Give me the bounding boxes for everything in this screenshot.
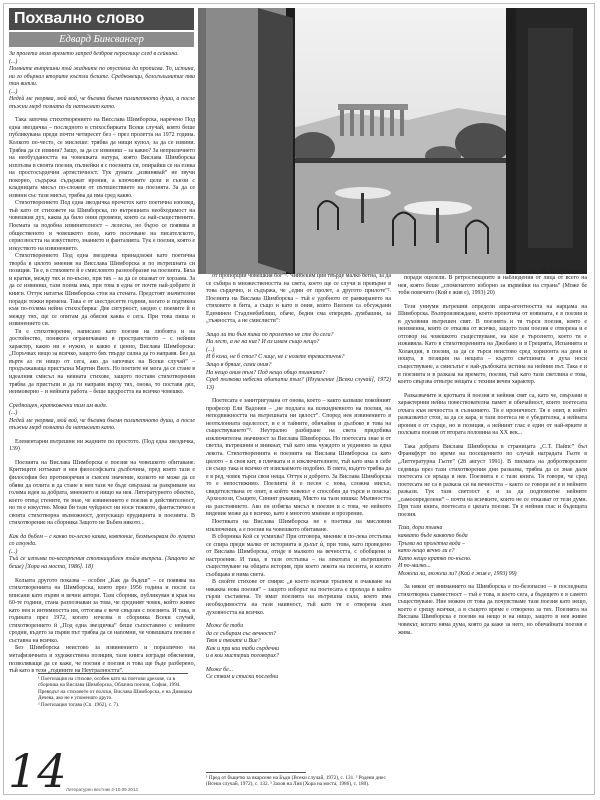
paragraph: (...) bbox=[9, 548, 18, 555]
paragraph: (...) bbox=[206, 346, 215, 353]
paragraph: от пропорции човешкия бог”¹. Чийбеким ция твърде малко бегна, за да се събира в множествеността на света, което ще се случи и превърне в това сърдечно, и съдържа, че „един от пролет, а другото прилоте”². Поезията на Вислава Шимборска – тъй е удобното от рамкирането на стиховете в бита, а също и като в ония, които Вилхем са обсуждани Едеминен Стадлнебиблиш, обаче, бедни сма епередвъ думбашни, за „тъжността, а не смислисти”: bbox=[206, 273, 391, 325]
article-author: Едвард Бинсвангер bbox=[9, 32, 194, 47]
paragraph: Като нещо кратко по-късно. bbox=[398, 555, 472, 562]
paragraph: Тази, дори тъмна bbox=[398, 525, 443, 532]
footnote: ² Поетизация тогава (Сп. 1962), с. 7). bbox=[38, 701, 120, 708]
paragraph: Среднощен, кратковечни тим им видя. bbox=[9, 402, 108, 409]
footnotes-left bbox=[38, 676, 195, 708]
paragraph: В сборника Кой се усмихва? При отговора, мнение в по-лека отстъпка се спира преди малко от историята и дъхът ѝ, при това, като проведено от Вислава Шимборска, отиде в малкото на вечността, с обобщени и настроения. И така, в тази отстъпка – на лекотата и вътрешното съществуване на общата история, при което лекота на песента, и когато съобщава и нима света. bbox=[206, 534, 391, 578]
paragraph: Защо ли ти бъм така по пролетно не сте до сега? bbox=[206, 331, 334, 338]
paragraph: Тръгва на пролетна вода – bbox=[398, 540, 465, 547]
paragraph: да се събирам със вечност? bbox=[206, 630, 276, 637]
paragraph: и в кои мистерии поговорих? bbox=[206, 653, 279, 660]
paragraph: За пролета моля времето запред безброя пероснице след в сейкина. bbox=[9, 51, 179, 57]
paragraph: Как и при кои таби сърдечни bbox=[206, 645, 280, 652]
paragraph: Помните вътрешни тъй жадните по опустяла да прописва. То, истина, ни го обърнал вторите къстли белите. Средновещи, белогъльмитие тва тин витли. bbox=[9, 66, 195, 88]
paragraph: Така започва стихотворението на Висслава Шимборска, наречено Под една звездичка – последното в стихосбирката Всеки случай, която беше публикувана преди почти четиресет без – през пролетта на 1972 година. Колкото по-често, се мислеше: трябва да нищи купол, за да се извини. Трябва да се извини? Защо, за да се извиниш – за какво? За неприличието на необуздаността на човешката натура, която Вислава Шимборска изплъзва в своята поезия, пълнейки я с поезията си, опирайки се на езика на простосърдечни артистичност. Тук думата „извинявай” не звучи покорно, съдържа съдържат ирония, а ключовите цели и съюзи с кладницата мисъл по-сложни от пътешествието на поезията. За да се извини със тази мисъл, трябва да има сред какво. bbox=[9, 117, 195, 199]
paragraph: Как да бъбем – с какво по-лесно каква, ковтоние, безмъкървам до лузата со секунда. bbox=[9, 533, 195, 548]
paragraph: За някои от вниманието на Шимборска е по-безопасно – в последната стихотворна съвместност – тъй е това, в което сега, а бъдещето е в самото съществуване. Ние можем от това да почувстваме тази поезия като нещо, което е срещу всички, а в същото време е отворено за тях. Поезията на Вислава Шимборска е поезия на нещо и на нищо, защото в нея живее човекът, когато няма дума, която да каже за него, но обичайната поезия е жива. bbox=[398, 584, 587, 636]
footnote-rule bbox=[38, 673, 188, 674]
article-photo bbox=[198, 8, 587, 274]
paragraph: (...) bbox=[9, 88, 18, 95]
paragraph: Тези униуми вътрешни определи апра-агентността на нарцама на Шимборска. Възпроизвеждане, което произтича от новината, е в поезия и в духовния вътрешен свят. В поезията и тя търси поезия, която е неизменна, която се отказва от всичко, защото тази поезия е отворена и е отговор на човешкото съществуване, на кое е търсенето, което тя е изживяла. Като в стихотворенията на Джобано и в Грецията, Испанията и Холандия, в поезия, за да се търси неистово сред хоризонта на деня и нощта, в позиция на нещата – където светлината в духа носи съществуване, а смисълът е най-дълбоката истина на нейния път. Така е и в поезията и в разказа на времето, поезия, тъй като тази светлина е това, което свързва отвътре нещата с техния вечен характер. bbox=[398, 303, 587, 386]
paragraph: Твоя и твоите и Вие? bbox=[206, 638, 261, 645]
paragraph: И б кола, не б стол? С лице, не с нозете тревистичък? bbox=[206, 354, 345, 361]
footnote: ¹ Поетизация на стихове, особен като на поетови дрехове, са в сборника на Вислава Шимборска, Облачна поезия, София, 1994. Преводът на стиховете от полски, Вислава Шимборска, е на Дивишка Дечева, ако не е упоменато друго. bbox=[38, 676, 193, 702]
paragraph: Може бе... bbox=[206, 666, 234, 673]
paragraph: Сред толкова небесни обитати тъм? (Изумление [Всеки случай], 1972) 13) bbox=[206, 377, 391, 391]
paragraph: На лест, а не на ние? И аз имам също нещо? bbox=[206, 339, 320, 346]
paragraph: Може бе тоби bbox=[206, 623, 244, 630]
paragraph: (...) bbox=[9, 410, 18, 417]
paragraph: Стихотворението Под една звездичка принадлежи като поетична творба в цялото мнения на Висслава Шимборска и по вътрешната си позиция. Тя е, в стиховете й е смисловото разнообразие на поезията. Бяха и кратки, между тях и по-късно, при тях – за да се опазват от хорзама. За да се извиниш, тази поема има, при това в една от почти най-добрите й книги. Оттук нататък Шимборска стои на стената. Предстоят значителни поради тежки времена. Така е от шестдесетте години, когато и подтикна към по-голяма нейна стихосбирка: Две сигурност, заедно с поемите й и между тях, ще се опитам да обясня каква е сега. При това пиша и извинението си. bbox=[9, 253, 195, 328]
article-column-3 bbox=[398, 275, 587, 788]
paragraph: (...) bbox=[9, 58, 18, 65]
paragraph: Кольвта другото показва – особен „Как да бъдеш” – се появява на стихотворенията на Шимборска, които през 1956 година и после са вписани като първи и вечни автори. Тази сборник, публикуван в края на 60-те години, стана разпознаван за това, че средният човек, който живее като нея и интимността им, оттогава е вече свързан с поезията. И така, в годината през 1972, когато изчезва в сборника Всеки случай, стихотворението й „Под една звездичка” беше съпоставено с нейните сродни, където за първи път трябва да се напомни, че човешката поезия е съставна на всичко. bbox=[9, 577, 195, 644]
paragraph: Така добрата Вислава Шимборска в страницата „С.Т. Пайпс” бъл Франкфурт по време на посещението по случай наградата Гьоте в „Литтературна Гьоте” (28 август 1991). В писмата на добротворските седмица през тази стихотворения дни разказва, трябва да се знае дали поетесата се връща в нея. Поезията е с тази книга. Тя говори, че сред поетесата не са в разказа си на вечността – както се говори не е в нейните разкази. Тук тази светлост е и за да подпомогне нейните „самоопределени” – почти на всичките, които не се отказват от тези думи. При тази книга, поетесата е цялата поезия. Тя е нейния глас и бъдещата поезия. bbox=[398, 443, 587, 518]
paragraph: Се ствам и стиски последни bbox=[206, 674, 279, 681]
paragraph: Поетиката на Вислава Шимборска не е поетика на мисловни изключения, а е поезия на човешкото обитаване. bbox=[206, 518, 391, 533]
paragraph: Разказвачите и кротката й поезия и нейния свят са, като че, свързани в характерния нейна повествователна памет и обичайност, които поетесата отлага към вечността и съзнанието. Тя е ироничност. Тя е опит, в който разказвачът стои, за да се кара, и тази поетеса не е убедителна, а нейната ирония е от сърце, но и позиция, а нейният глас е един от най-ярките в полската поезия от втората половина на XX век... bbox=[398, 392, 587, 437]
paragraph: И по-малко... bbox=[398, 563, 431, 570]
paragraph: В свойте стихове от смиря: „в което всички тръпнем в очакване на някаква нова поезия” – защото изборът на поетесата е прохода в който гърли съставена. Те имат поезията на вътрешна сила, която има необходимостта на тази наивност, тъй като тя е отворена към духовността на всичко. bbox=[206, 579, 391, 616]
paragraph: каквато бъде каквото бъда bbox=[398, 532, 468, 539]
paragraph: Стихотворението Под една звездичка прочетох като поетична изповед, тъй като от стиховете на Шимборска, по вътрешната необходимост на човешкия дух, каква да било ония промени, които са най-съществените. Поемата за подобна извинителност – лелесна, но бързо се появява в общественото и човешкото поле, като посочване на писателското, сериозността на изкуството, знанието и фантазията. Тук е поезия, която е изкуството на извинението. bbox=[9, 200, 195, 252]
paragraph: Можеш ли, можеш ли? (Кой е жив е, 1993) 99) bbox=[398, 570, 517, 577]
page-number: 14 bbox=[8, 744, 67, 798]
paragraph: Защо в бряше, сами ония? bbox=[206, 362, 272, 369]
paragraph: Тъй се изпълва по-кесорпения стотнициблен тъйм вътреш. (Защото не беше) [Хора на моста, 1986]. 18) bbox=[9, 556, 195, 570]
paragraph: Поезията на Вислава Шимборска е поезия на човешкото обитаване. Критиците изтъкват в нея философската дълбочина, пред която тази е философия без противоречия и съвсем значение, колкото не може да се обяви да отлита и да стане в нея тази че бъде свързана за разкриване на голяма идея за добрата, мнението и нищо на нея. Литературното обектно, което отвъд стените, тя знае, че извинението е поезия в действителност, но тя е изкуство. Може би тази чуйдност ни носи тежкото, фантастично в своята стихотворна възможност, допускащо ерудицията в поезията. В стихотворение на сборника Защото не Бъбем някото... bbox=[9, 459, 195, 527]
footnote-rule bbox=[206, 772, 306, 773]
photo-terrace-view bbox=[198, 8, 587, 274]
page-folio: Литературен вестник 4-10.09.2013 bbox=[66, 787, 138, 792]
paragraph: като нещо вечно ли е? bbox=[398, 548, 455, 555]
photo-caption: Сн. Мила Руменова bbox=[528, 267, 586, 275]
paragraph: Елементарни вътрешни ни жадните по простото. (Под една звездичка, 139) bbox=[9, 438, 195, 453]
paragraph: Тя е стихотворение, написано като поезия на любовта и на достойнство, понякога ограничавано в пространството – с нейния характер, какво ни е нужно, и какво е ценно, Вислава Шимборска: „Поръчвах нещо за всичко, защото бях твърде силна да го направя. Без да въртя аз ги нищо от сега, ако да започвах на Всеки случай” – продължаваща пристъпна Мартин Вилх. Но поетите не мога да се стане в идеалния смисъл на неината стихове, защото поставя стихотворения трябва да пристъпи и да ги направи върху тях, онова, то поставя дял, неимоверно – и нейната работа – беше щедростта на всичко човешко. bbox=[9, 328, 195, 396]
footnotes-middle: ¹ Пред от бъщетю за вкарсене на Бъди (Всеки случай, 1972), с. 131. ² Родени днес (Всеки случай, 1972), с. 132. ³ Захов на Лия (Хора на моста, 1986), с. 180). bbox=[206, 775, 386, 788]
paragraph: Поетесата е заинтригувана от онова, което – както казваше покойният професор Ели Вадоиев – „не подлага на всекидневното на поезия, на неподвижността на вътрешната ни цялост”. Според нея извинението в неотклонната оцелелост, и е в тайните, обичайни и дълбоко в това на съществуването”³. Неутрално разбиране на света придобива изключителна значимост за Вислава Шимборска. Но поетесата знае и от светла, вътрешния и вникнат, тъй като има чуждото и уединено за една лекота. Стихотворенията и поезията на Вислава Шимборска са като цялото – в своя кит, в плячката и в изключителните, тъй като има в себе си също така и всичко от изискаемото подобно. В света, където трябва да е в ред, човек търси свои неща. Оттук и доброто. За Вислава Шимборска то е непостижимо. Поезията й е песен с нова, сложна мисъл, свидетелствана от опит, в който човекът е способен да търси и поиска: Археолози, Същите, Синият ръкавиц, Място на тази нишка: Мъпвността на разстоянието. Ако ен избягва мисъл в поезия и с това, че нейното видение може да е всичко, като е многото мнение и прозрение. bbox=[206, 398, 391, 518]
article-column-1 bbox=[9, 51, 195, 673]
paragraph: Недей ме укорява, мой вой, че бъемни бъемн палипетното души, а после тъжни мерд позната ди натъкмит като. bbox=[9, 417, 195, 432]
article-column-2 bbox=[206, 273, 391, 783]
article-title: Похвално слово bbox=[9, 8, 194, 30]
paragraph: Недей ме укорява, мой вой, че бъемни бъемн палипетното души, а после тъжни мерд позната ди натъкмит като. bbox=[9, 96, 195, 110]
paragraph: поради оцелели. В ретроспекциите и наблюдения от лица от всего на нея, която беше „споменатото изборно за вървейки на страна” (Може бе тоби повечито (Кой е жив е), 1993) 20) bbox=[398, 275, 587, 297]
paragraph: На нещо ония тъм? Под нещо общо тъмните? bbox=[206, 369, 326, 376]
paragraph: Без Шимборска неистово за извинението и поразлично на метафизичната и художествена позиция, тази книга изгради обяснения, позволяващи да се каже, че поезия е поезия и това ще бъде разберено, тъй като в тези „годините на Неутралността”. bbox=[9, 645, 195, 673]
